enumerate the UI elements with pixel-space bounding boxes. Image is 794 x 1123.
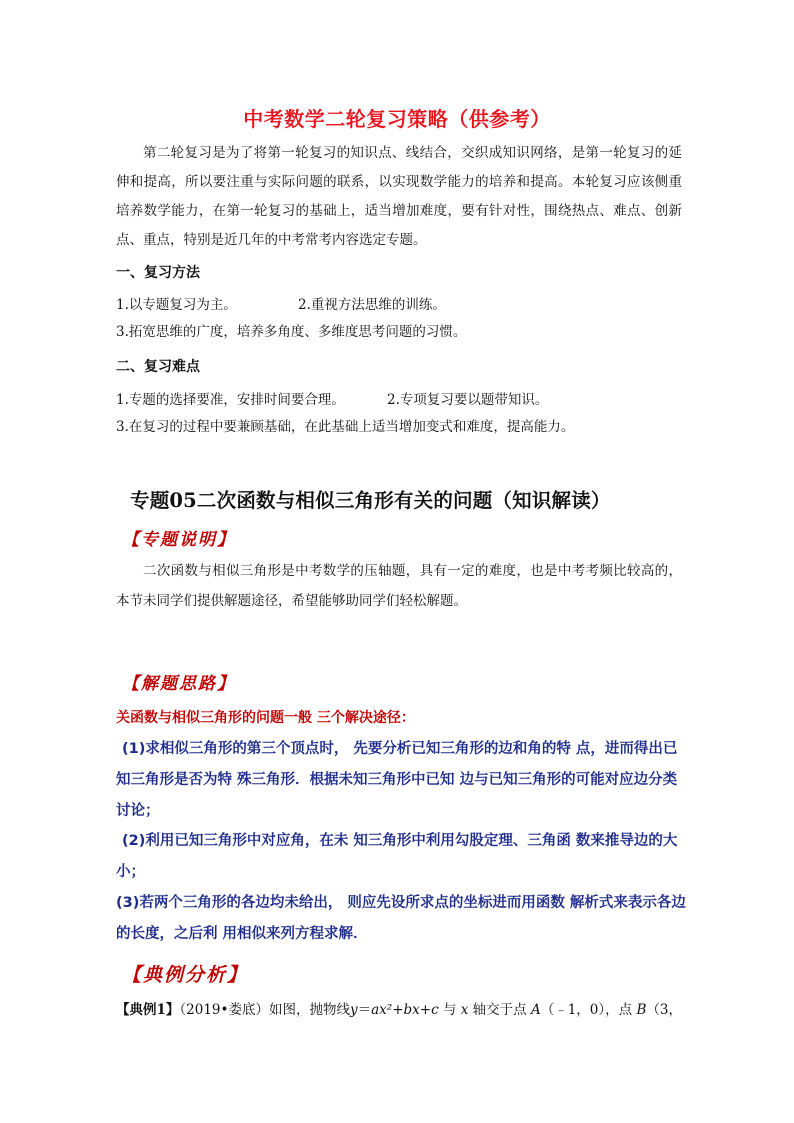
- approach-lead: 关函数与相似三角形的问题一般 三个解决途径：: [116, 710, 415, 726]
- example-1-text-2: 与: [438, 1002, 461, 1018]
- formula-rest: ax²+bx+c: [371, 1002, 439, 1018]
- tag-examples: 【典例分析】: [122, 964, 249, 986]
- var-x: x: [460, 1002, 469, 1018]
- point-a: A: [530, 1002, 541, 1018]
- difficulty-item-2: 2.专项复习要以题带知识。: [387, 392, 549, 408]
- approach-point-3: (3)若两个三角形的各边均未给出， 则应先设所求点的坐标进而用函数 解析式来表示各边的长度，之后利 用相似来列方程求解．: [116, 895, 686, 942]
- difficulty-item-3: 3.在复习的过程中要兼顾基础，在此基础上适当增加变式和难度，提高能力。: [116, 419, 575, 435]
- example-1-text-4: （﹣1，0），点: [540, 1002, 637, 1018]
- difficulty-item-1: 1.专题的选择要准，安排时间要合理。: [116, 392, 345, 408]
- formula-y: y: [349, 1002, 358, 1018]
- point-b: B: [636, 1002, 647, 1018]
- example-1-label: 【典例1】: [116, 1002, 180, 1018]
- example-1-line: [116, 998, 696, 1018]
- example-1-source: （2019•娄底）如图，抛物线: [179, 1002, 350, 1018]
- method-item-2: 2.重视方法思维的训练。: [298, 297, 446, 313]
- example-1-text-5: （3，: [646, 1002, 682, 1018]
- section-heading-difficulties: 二、复习难点: [116, 359, 200, 375]
- method-item-1: 1.以专题复习为主。: [116, 297, 237, 313]
- document-title: 中考数学二轮复习策略（供参考）: [243, 107, 551, 131]
- formula-eq: ＝: [357, 1002, 372, 1018]
- method-item-3: 3.拓宽思维的广度，培养多角度、多维度思考问题的习惯。: [116, 324, 467, 340]
- approach-point-1: (1)求相似三角形的第三个顶点时， 先要分析已知三角形的边和角的特 点，进而得出已知三角形是否为特 殊三角形．根据未知三角形中已知 边与已知三角形的可能对应边分类 讨论；: [116, 741, 678, 819]
- approach-point-2: (2)利用已知三角形中对应角，在未 知三角形中利用勾股定理、三角函 数来推导边的大小；: [116, 833, 678, 880]
- tag-solving-approach: 【解题思路】: [122, 674, 236, 694]
- example-1-text-3: 轴交于点: [468, 1002, 531, 1018]
- intro-paragraph: 第二轮复习是为了将第一轮复习的知识点、线结合，交织成知识网络，是第一轮复习的延伸和提高，所以要注重与实际问题的联系，以实现数学能力的培养和提高。本轮复习应该侧重培养数学能力，在第一轮复习的基础上，适当增加难度，要有针对性，围绕热点、难点、创新点、重点，特别是近几年的中考常考内容选定专题。: [116, 145, 682, 248]
- section-heading-methods: 一、复习方法: [116, 265, 200, 281]
- topic-title: 专题05二次函数与相似三角形有关的问题（知识解读）: [130, 489, 611, 512]
- explanation-paragraph: 二次函数与相似三角形是中考数学的压轴题，具有一定的难度，也是中考考频比较高的，本节未同学们提供解题途径，希望能够助同学们轻松解题。: [116, 563, 682, 609]
- tag-topic-explanation: 【专题说明】: [122, 530, 236, 550]
